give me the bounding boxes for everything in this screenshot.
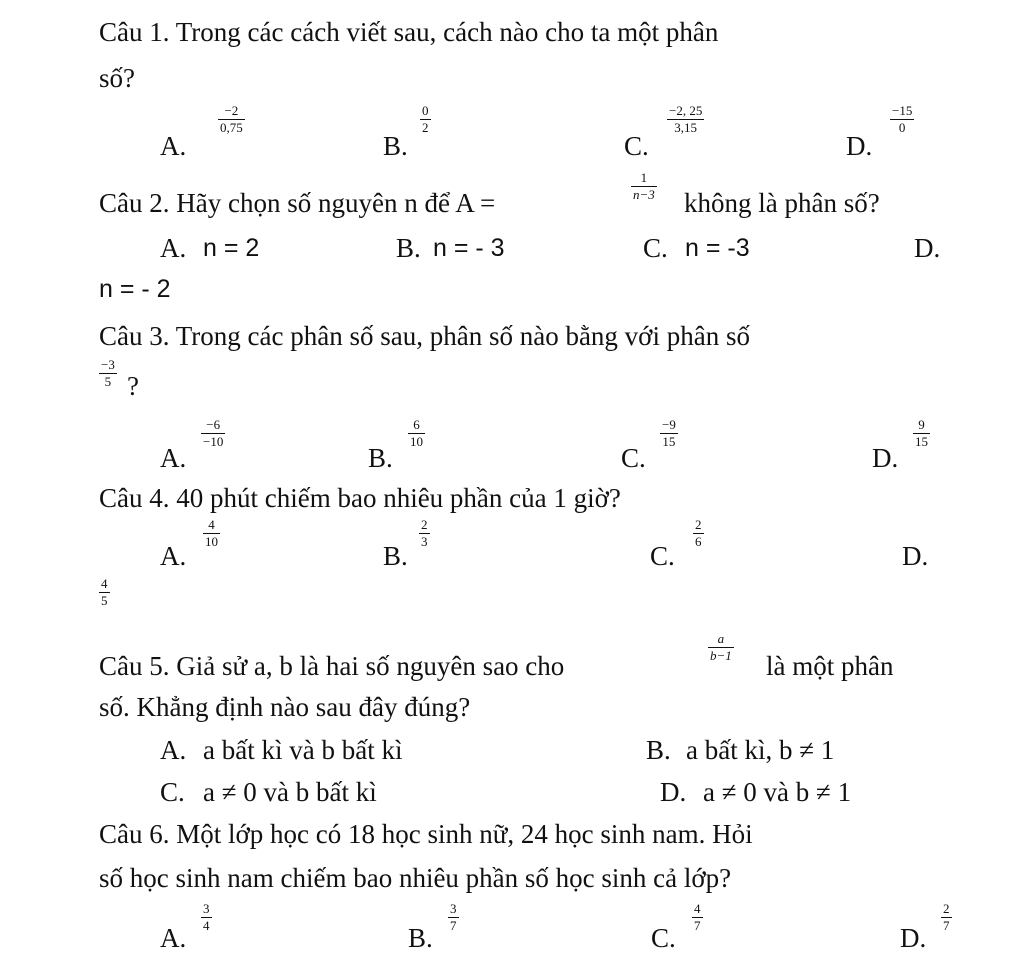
q2-option-d-value: n = - 2 bbox=[99, 275, 171, 303]
q2-option-b-label: B. bbox=[396, 233, 421, 263]
q1-option-b-label: B. bbox=[383, 131, 408, 161]
q6-title-line1: Câu 6. Một lớp học có 18 học sinh nữ, 24 học sinh nam. Hỏi bbox=[99, 819, 753, 849]
q4-option-b-label: B. bbox=[383, 541, 408, 571]
q5-option-b-label: B. bbox=[646, 735, 671, 765]
q3-option-a-fraction: −6 −10 bbox=[203, 417, 224, 449]
q5-option-a-text: a bất kì và b bất kì bbox=[203, 735, 403, 765]
q4-option-a-fraction: 4 10 bbox=[205, 517, 218, 549]
q3-option-c-fraction: −9 15 bbox=[662, 417, 676, 449]
q2-option-a-label: A. bbox=[160, 233, 187, 263]
q6-title-line2: số học sinh nam chiếm bao nhiêu phần số học sinh cả lớp? bbox=[99, 863, 732, 893]
q5-option-c-label: C. bbox=[160, 777, 185, 807]
q4-option-c-label: C. bbox=[650, 541, 675, 571]
q6-option-d-label: D. bbox=[900, 923, 927, 953]
q3-title-line1: Câu 3. Trong các phân số sau, phân số nào bằng với phân số bbox=[99, 321, 750, 351]
q1-title-line1: Câu 1. Trong các cách viết sau, cách nào cho ta một phân bbox=[99, 17, 719, 47]
q6-option-a-label: A. bbox=[160, 923, 187, 953]
q1-option-c-label: C. bbox=[624, 131, 649, 161]
q3-option-d-fraction: 9 15 bbox=[915, 417, 928, 449]
q3-title-question-mark: ? bbox=[127, 371, 139, 401]
q4-option-c-fraction: 2 6 bbox=[695, 517, 702, 549]
q1-option-c-fraction: −2, 25 3,15 bbox=[669, 103, 703, 135]
q5-option-b-text: a bất kì, b ≠ 1 bbox=[686, 735, 835, 765]
q1-option-d-label: D. bbox=[846, 131, 873, 161]
q4-title: Câu 4. 40 phút chiếm bao nhiêu phần của 1 giờ? bbox=[99, 483, 621, 513]
q5-option-d-label: D. bbox=[660, 777, 687, 807]
q5-option-d-text: a ≠ 0 và b ≠ 1 bbox=[703, 777, 852, 807]
q6-option-d-fraction: 2 7 bbox=[943, 901, 950, 933]
q5-option-c-text: a ≠ 0 và b bất kì bbox=[203, 777, 377, 807]
q2-option-a-value: n = 2 bbox=[203, 234, 260, 262]
q1-option-b-fraction: 0 2 bbox=[422, 103, 429, 135]
q2-option-c-value: n = -3 bbox=[685, 234, 750, 262]
q1-option-d-fraction: −15 0 bbox=[892, 103, 913, 135]
q5-title-prefix: Câu 5. Giả sử a, b là hai số nguyên sao cho bbox=[99, 651, 565, 681]
q5-title-suffix: là một phân bbox=[766, 651, 894, 681]
q1-title-line2: số? bbox=[99, 63, 135, 93]
q2-option-d-label: D. bbox=[914, 233, 941, 263]
q2-title-fraction: 1 n−3 bbox=[633, 170, 655, 202]
q3-option-b-label: B. bbox=[368, 443, 393, 473]
q2-option-b-value: n = - 3 bbox=[433, 234, 505, 262]
q2-title-suffix: không là phân số? bbox=[684, 188, 880, 218]
q3-option-c-label: C. bbox=[621, 443, 646, 473]
q3-option-b-fraction: 6 10 bbox=[410, 417, 423, 449]
q5-option-a-label: A. bbox=[160, 735, 187, 765]
q6-option-b-fraction: 3 7 bbox=[450, 901, 457, 933]
q4-option-a-label: A. bbox=[160, 541, 187, 571]
q5-title-fraction: a b−1 bbox=[710, 631, 732, 663]
q1-option-a-label: A. bbox=[160, 131, 187, 161]
q1-option-a-fraction: −2 0,75 bbox=[220, 103, 243, 135]
q4-option-d-label: D. bbox=[902, 541, 929, 571]
q5-title-line2: số. Khẳng định nào sau đây đúng? bbox=[99, 692, 471, 722]
q6-option-b-label: B. bbox=[408, 923, 433, 953]
q3-option-d-label: D. bbox=[872, 443, 899, 473]
cropped-header-fragment bbox=[300, 0, 660, 8]
q6-option-c-label: C. bbox=[651, 923, 676, 953]
q6-option-a-fraction: 3 4 bbox=[203, 901, 210, 933]
q4-option-b-fraction: 2 3 bbox=[421, 517, 428, 549]
q2-option-c-label: C. bbox=[643, 233, 668, 263]
q2-title-prefix: Câu 2. Hãy chọn số nguyên n để A = bbox=[99, 188, 496, 218]
q3-reference-fraction: −3 5 bbox=[101, 357, 115, 389]
q6-option-c-fraction: 4 7 bbox=[694, 901, 701, 933]
q4-option-d-fraction: 4 5 bbox=[101, 576, 108, 608]
q3-option-a-label: A. bbox=[160, 443, 187, 473]
